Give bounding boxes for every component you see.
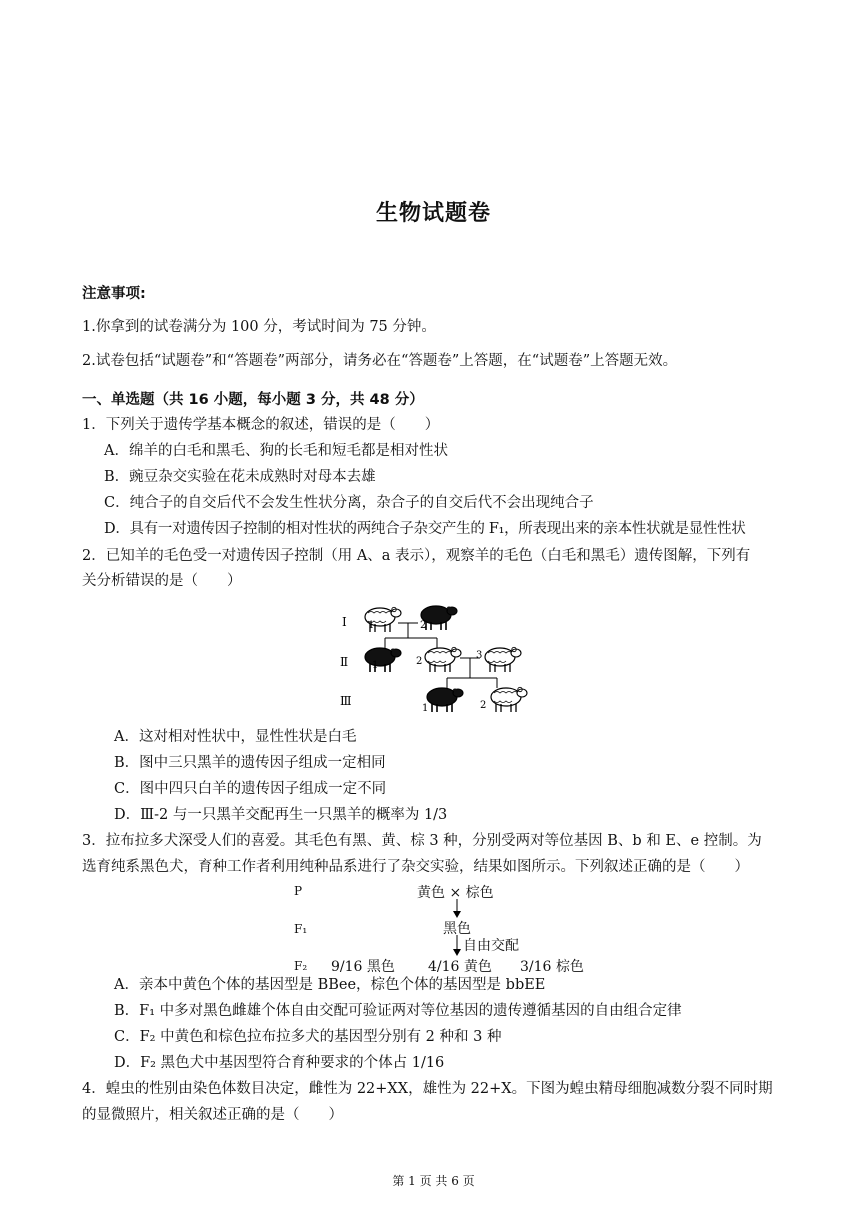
cross-f2-ratio-black: 9/16 黑色	[331, 959, 395, 975]
cross-f1-label: F₁	[294, 922, 308, 936]
ind-label-III-2: 2	[480, 700, 487, 711]
q1-stem: 1．下列关于遗传学基本概念的叙述，错误的是（ ）	[82, 417, 440, 433]
q4-stem-line2: 的显微照片，相关叙述正确的是（ ）	[82, 1107, 343, 1123]
ind-label-II-3: 3	[476, 650, 483, 661]
q3-option-c: C．F₂ 中黄色和棕色拉布拉多犬的基因型分别有 2 种和 3 种	[114, 1029, 502, 1045]
q2-stem-line2: 关分析错误的是（ ）	[82, 573, 242, 589]
q3-stem-line2: 选育纯系黑色犬，育种工作者利用纯种品系进行了杂交实验，结果如图所示。下列叙述正确的是（ ）	[82, 859, 749, 875]
cross-f2-ratio-brown: 3/16 棕色	[520, 959, 584, 975]
q1-option-d: D．具有一对遗传因子控制的相对性状的两纯合子杂交产生的 F₁，所表现出来的亲本性状就是显性性状	[104, 521, 746, 537]
q3-option-a: A．亲本中黄色个体的基因型是 BBee，棕色个体的基因型是 bbEE	[114, 977, 546, 993]
gen-label-1: Ⅰ	[342, 615, 347, 629]
sheep-I-2-black	[421, 606, 457, 630]
arrow-down-icon	[452, 935, 462, 957]
sheep-II-1-black	[365, 648, 401, 672]
cross-parents: 黄色 × 棕色	[417, 885, 494, 901]
notice-heading: 注意事项:	[82, 286, 146, 302]
gen-label-3: Ⅲ	[340, 694, 352, 708]
sheep-II-3-white	[485, 647, 521, 672]
q2-option-c: C．图中四只白羊的遗传因子组成一定不同	[114, 781, 387, 797]
cross-f1-phenotype: 黑色	[443, 921, 471, 937]
q4-stem-line1: 4．蝗虫的性别由染色体数目决定，雌性为 22+XX，雄性为 22+X。下图为蝗虫精母细胞减数分裂不同时期	[82, 1081, 773, 1097]
q1-option-b: B．豌豆杂交实验在花未成熟时对母本去雄	[104, 469, 376, 485]
cross-f2-ratio-yellow: 4/16 黄色	[428, 959, 492, 975]
cross-p-label: P	[294, 884, 303, 898]
ind-label-II-1: 1	[372, 660, 379, 671]
q2-option-a: A．这对相对性状中，显性性状是白毛	[114, 729, 357, 745]
sheep-III-2-white	[491, 687, 527, 712]
ind-label-I-1: 1	[368, 620, 375, 631]
q1-option-c: C．纯合子的自交后代不会发生性状分离，杂合子的自交后代不会出现纯合子	[104, 495, 594, 511]
cross-mating-label: 自由交配	[463, 938, 519, 954]
q3-stem-line1: 3．拉布拉多犬深受人们的喜爱。其毛色有黑、黄、棕 3 种，分别受两对等位基因 B、b 和 E、e 控制。为	[82, 833, 762, 849]
page-footer: 第 1 页 共 6 页	[392, 1174, 475, 1188]
ind-label-III-1: 1	[422, 703, 429, 714]
q1-option-a: A．绵羊的白毛和黑毛、狗的长毛和短毛都是相对性状	[104, 443, 448, 459]
notice-item-1: 1.你拿到的试卷满分为 100 分，考试时间为 75 分钟。	[82, 319, 436, 335]
cross-f2-label: F₂	[294, 959, 308, 973]
page-title: 生物试题卷	[375, 201, 491, 226]
q3-option-d: D．F₂ 黑色犬中基因型符合育种要求的个体占 1/16	[114, 1055, 445, 1071]
notice-item-2: 2.试卷包括“试题卷”和“答题卷”两部分，请务必在“答题卷”上答题，在“试题卷”上答题无效。	[82, 353, 678, 369]
q3-option-b: B．F₁ 中多对黑色雌雄个体自由交配可验证两对等位基因的遗传遵循基因的自由组合定律	[114, 1003, 682, 1019]
ind-label-I-2: 2	[420, 620, 427, 631]
sheep-II-2-white	[425, 647, 461, 672]
gen-label-2: Ⅱ	[340, 655, 349, 669]
q2-stem-line1: 2．已知羊的毛色受一对遗传因子控制（用 A、a 表示），观察羊的毛色（白毛和黑毛）遗传图解，下列有	[82, 548, 751, 564]
sheep-pedigree-figure	[330, 598, 540, 724]
q2-option-b: B．图中三只黑羊的遗传因子组成一定相同	[114, 755, 386, 771]
arrow-down-icon	[452, 899, 462, 919]
ind-label-II-2: 2	[416, 656, 423, 667]
section-heading: 一、单选题（共 16 小题，每小题 3 分，共 48 分）	[82, 392, 424, 408]
sheep-III-1-black	[427, 688, 463, 712]
q2-option-d: D．Ⅲ-2 与一只黑羊交配再生一只黑羊的概率为 1/3	[114, 807, 448, 823]
